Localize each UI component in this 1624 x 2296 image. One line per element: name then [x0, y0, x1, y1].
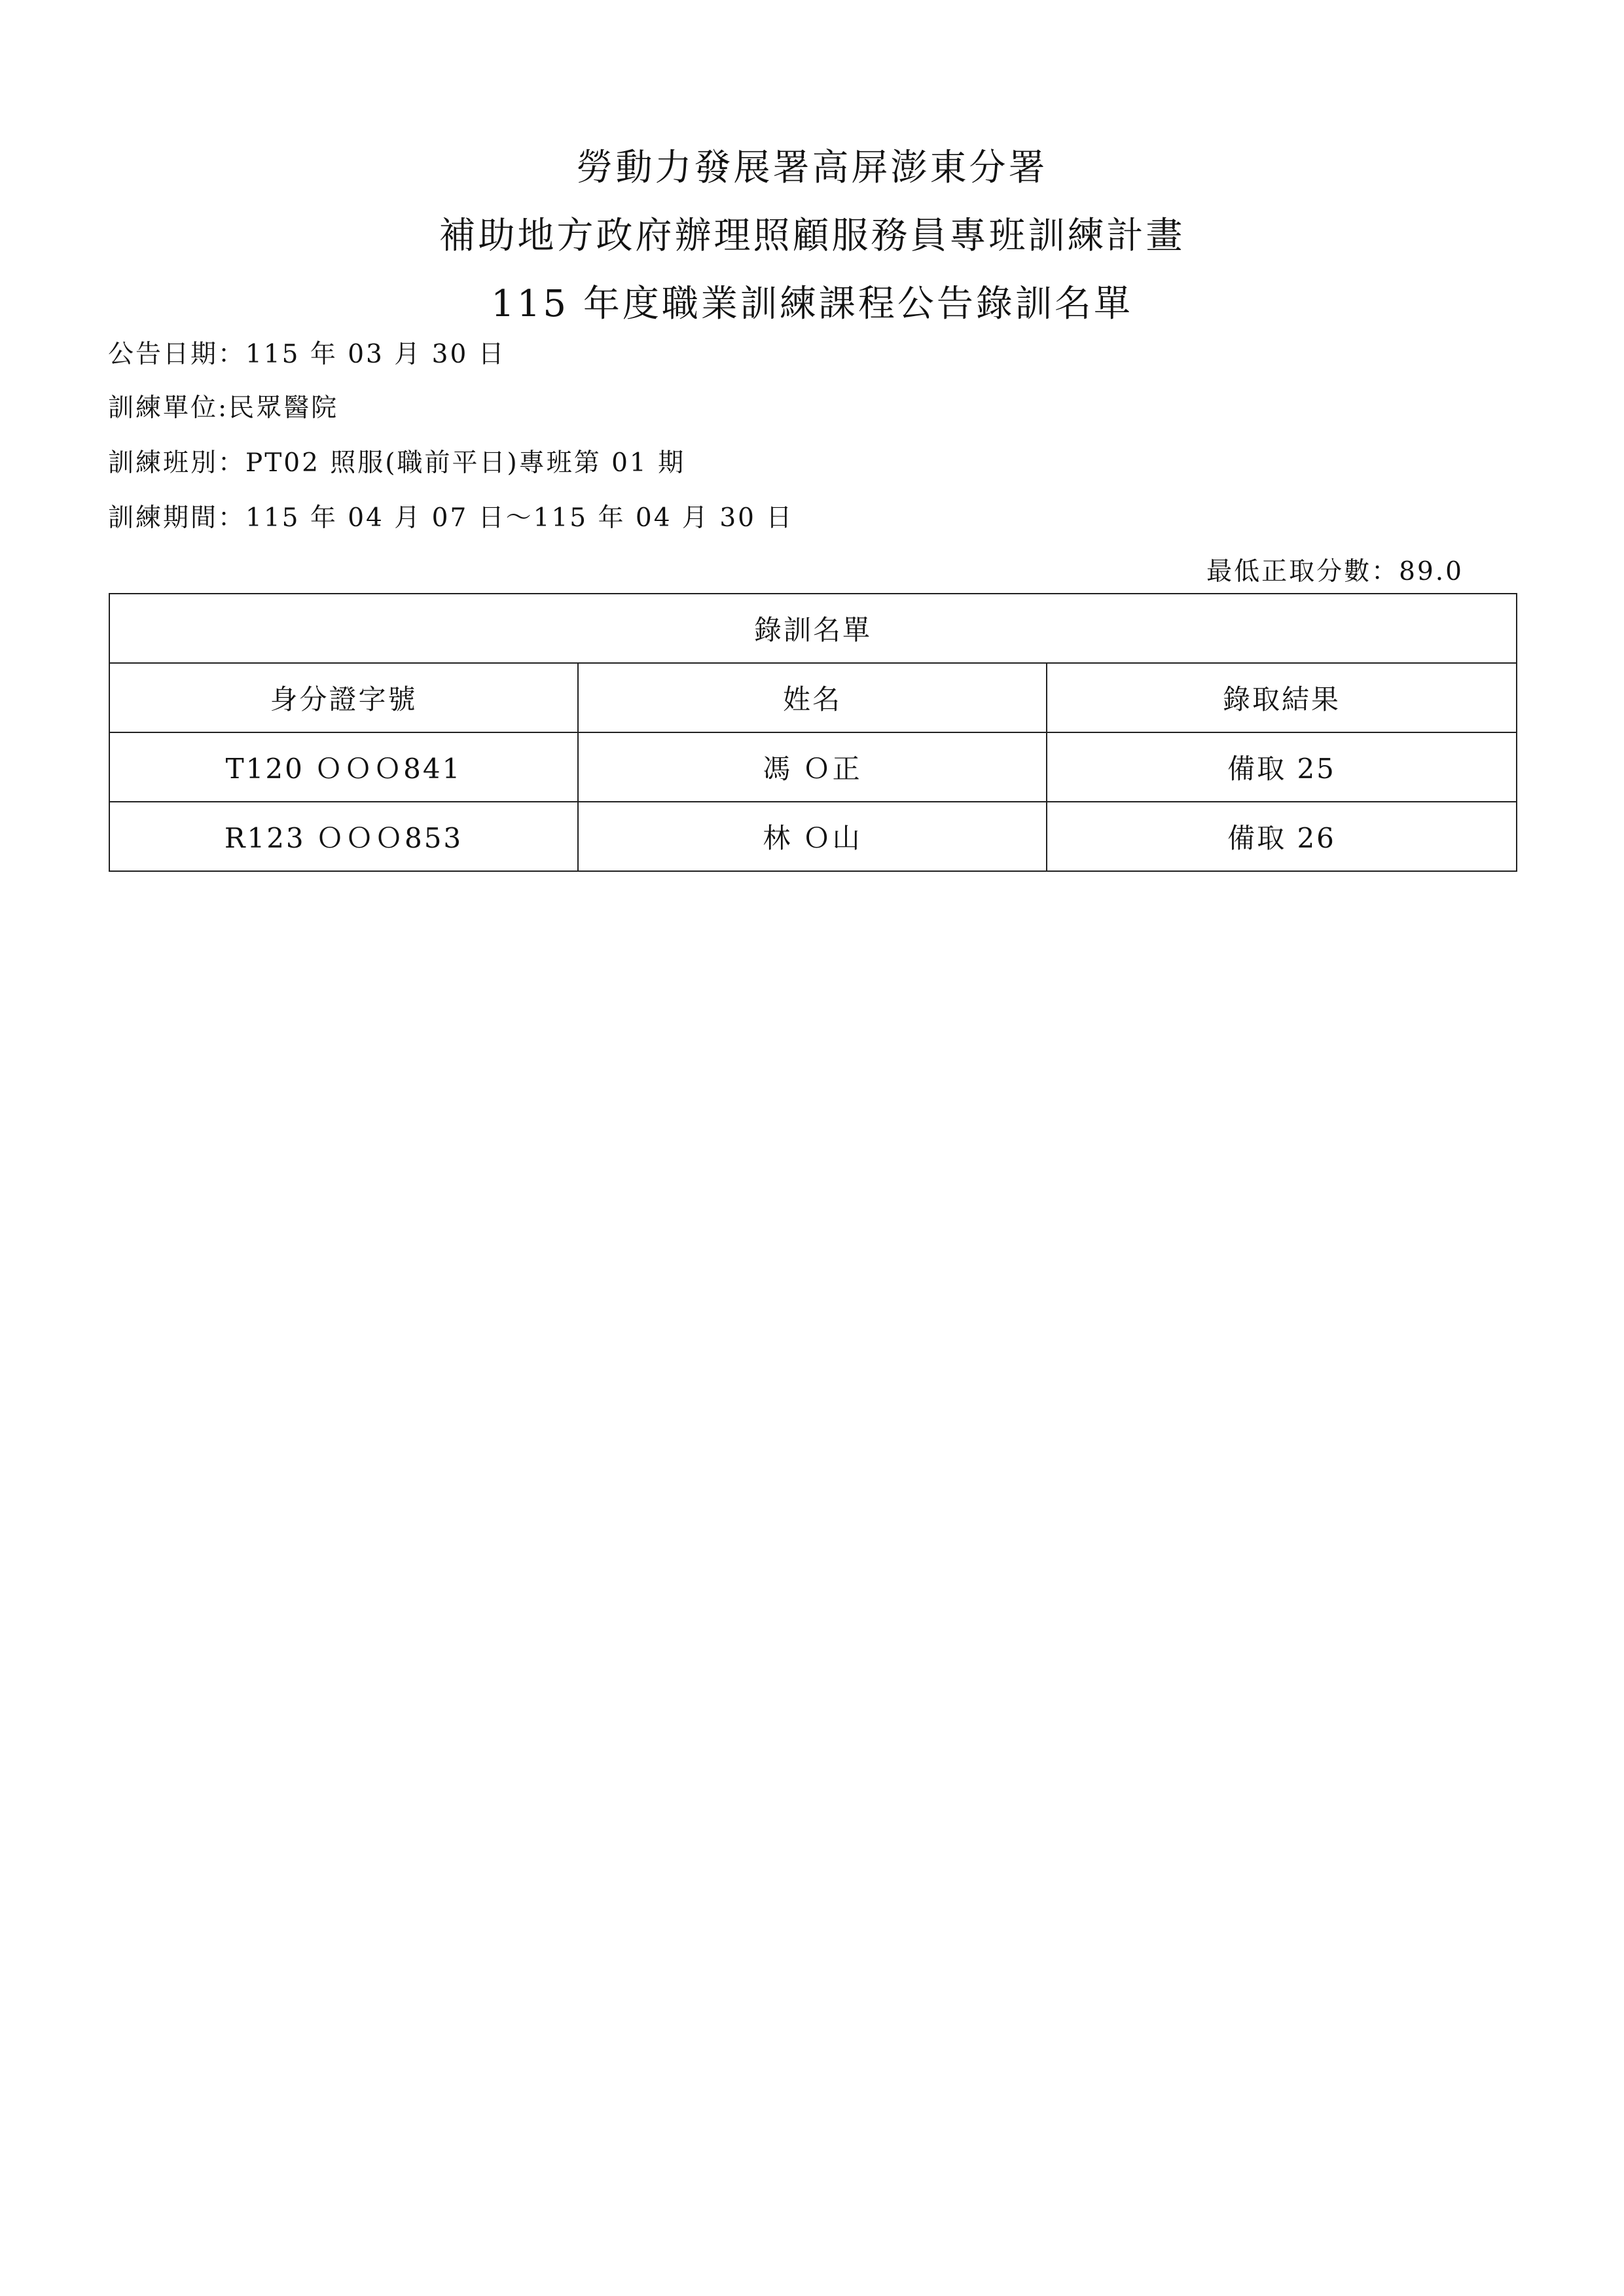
training-unit: 訓練單位:民眾醫院: [108, 393, 339, 423]
cell-id-number: R123 ＯＯＯ853: [109, 802, 578, 871]
cell-result: 備取 25: [1047, 732, 1517, 802]
cell-id-number: T120 ＯＯＯ841: [109, 732, 578, 802]
title-agency: 勞動力發展署高屏澎東分署: [576, 147, 1048, 189]
table-header-row: [109, 663, 1517, 732]
document-title: [0, 147, 1624, 351]
table-caption-row: [109, 594, 1517, 663]
table-caption: 錄訓名單: [109, 594, 1517, 663]
training-class: 訓練班別：PT02 照服(職前平日)專班第 01 期: [108, 448, 686, 478]
cell-result: 備取 26: [1047, 802, 1517, 871]
column-header-result: 錄取結果: [1047, 663, 1517, 732]
training-period: 訓練期間：115 年 04 月 07 日～115 年 04 月 30 日: [108, 503, 794, 533]
admission-list-table: [109, 593, 1517, 872]
announce-date: 公告日期：115 年 03 月 30 日: [108, 340, 506, 369]
title-program: 補助地方政府辦理照顧服務員專班訓練計畫: [439, 215, 1185, 257]
minimum-admission-score: 最低正取分數：89.0: [1206, 557, 1464, 586]
cell-name: 馮 Ｏ正: [578, 732, 1047, 802]
cell-name: 林 Ｏ山: [578, 802, 1047, 871]
title-announcement: 115 年度職業訓練課程公告錄訓名單: [491, 283, 1133, 325]
column-header-name: 姓名: [578, 663, 1047, 732]
table-row: [109, 732, 1517, 802]
column-header-id-number: 身分證字號: [109, 663, 578, 732]
table-row: [109, 802, 1517, 871]
